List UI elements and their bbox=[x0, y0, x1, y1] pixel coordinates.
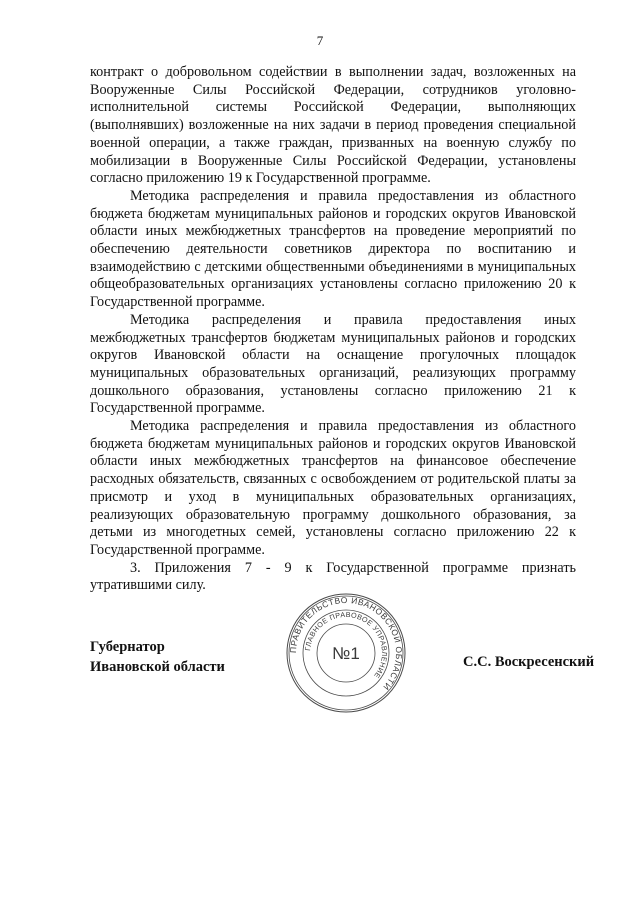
official-stamp bbox=[285, 592, 407, 714]
signatory-title-line1: Губернатор bbox=[90, 639, 165, 655]
paragraph: Методика распределения и правила предоставления иных межбюджетных трансфертов бюджетам муниципальных районов и городских округов Ивановской области на оснащение прогулочных площадок муниципальных образовательных организаций, реализующих программу дошкольного образования, установлены согласно приложению 21 к Государственной программе. bbox=[90, 311, 576, 417]
paragraph: Методика распределения и правила предоставления из областного бюджета бюджетам муниципальных районов и городских округов Ивановской области иных межбюджетных трансфертов на проведение мероприятий по обеспечению деятельности советников директора по воспитанию и взаимодействию с детскими общественными объединениями в муниципальных общеобразовательных организациях установлены согласно приложению 20 к Государственной программе. bbox=[90, 187, 576, 311]
paragraph-continuation: контракт о добровольном содействии в выполнении задач, возложенных на Вооруженные Силы Российской Федерации, сотрудников уголовно-исполнительной системы Российской Федерации, выполняющих (выполнявших) возложенные на них задачи в период проведения специальной военной операции, а также граждан, призванных на военную службу по мобилизации в Вооруженные Силы Российской Федерации, установлены согласно приложению 19 к Государственной программе. bbox=[90, 64, 576, 187]
page-number: 7 bbox=[316, 33, 324, 48]
signatory-title-line2: Ивановской области bbox=[90, 659, 225, 675]
stamp-number: №1 bbox=[332, 644, 360, 663]
document-body bbox=[90, 64, 576, 595]
signatory-title bbox=[90, 637, 225, 677]
signatory-name: С.С. Воскресенский bbox=[463, 654, 595, 670]
paragraph: Методика распределения и правила предоставления из областного бюджета бюджетам муниципальных районов и городских округов Ивановской области иных межбюджетных трансфертов на финансовое обеспечение расходных обязательств, связанных с освобождением от родительской платы за присмотр и уход в муниципальных образовательных организациях, реализующих образовательную программу дошкольного образования, за детьми из многодетных семей, установлены согласно приложению 22 к Государственной программе. bbox=[90, 418, 576, 558]
stamp-inner-text: ГЛАВНОЕ ПРАВОВОЕ УПРАВЛЕНИЕ bbox=[303, 609, 390, 681]
paragraph: 3. Приложения 7 - 9 к Государственной программе признать утратившими силу. bbox=[90, 559, 576, 594]
stamp-outer-text: ПРАВИТЕЛЬСТВО ИВАНОВСКОЙ ОБЛАСТИ bbox=[287, 594, 405, 693]
